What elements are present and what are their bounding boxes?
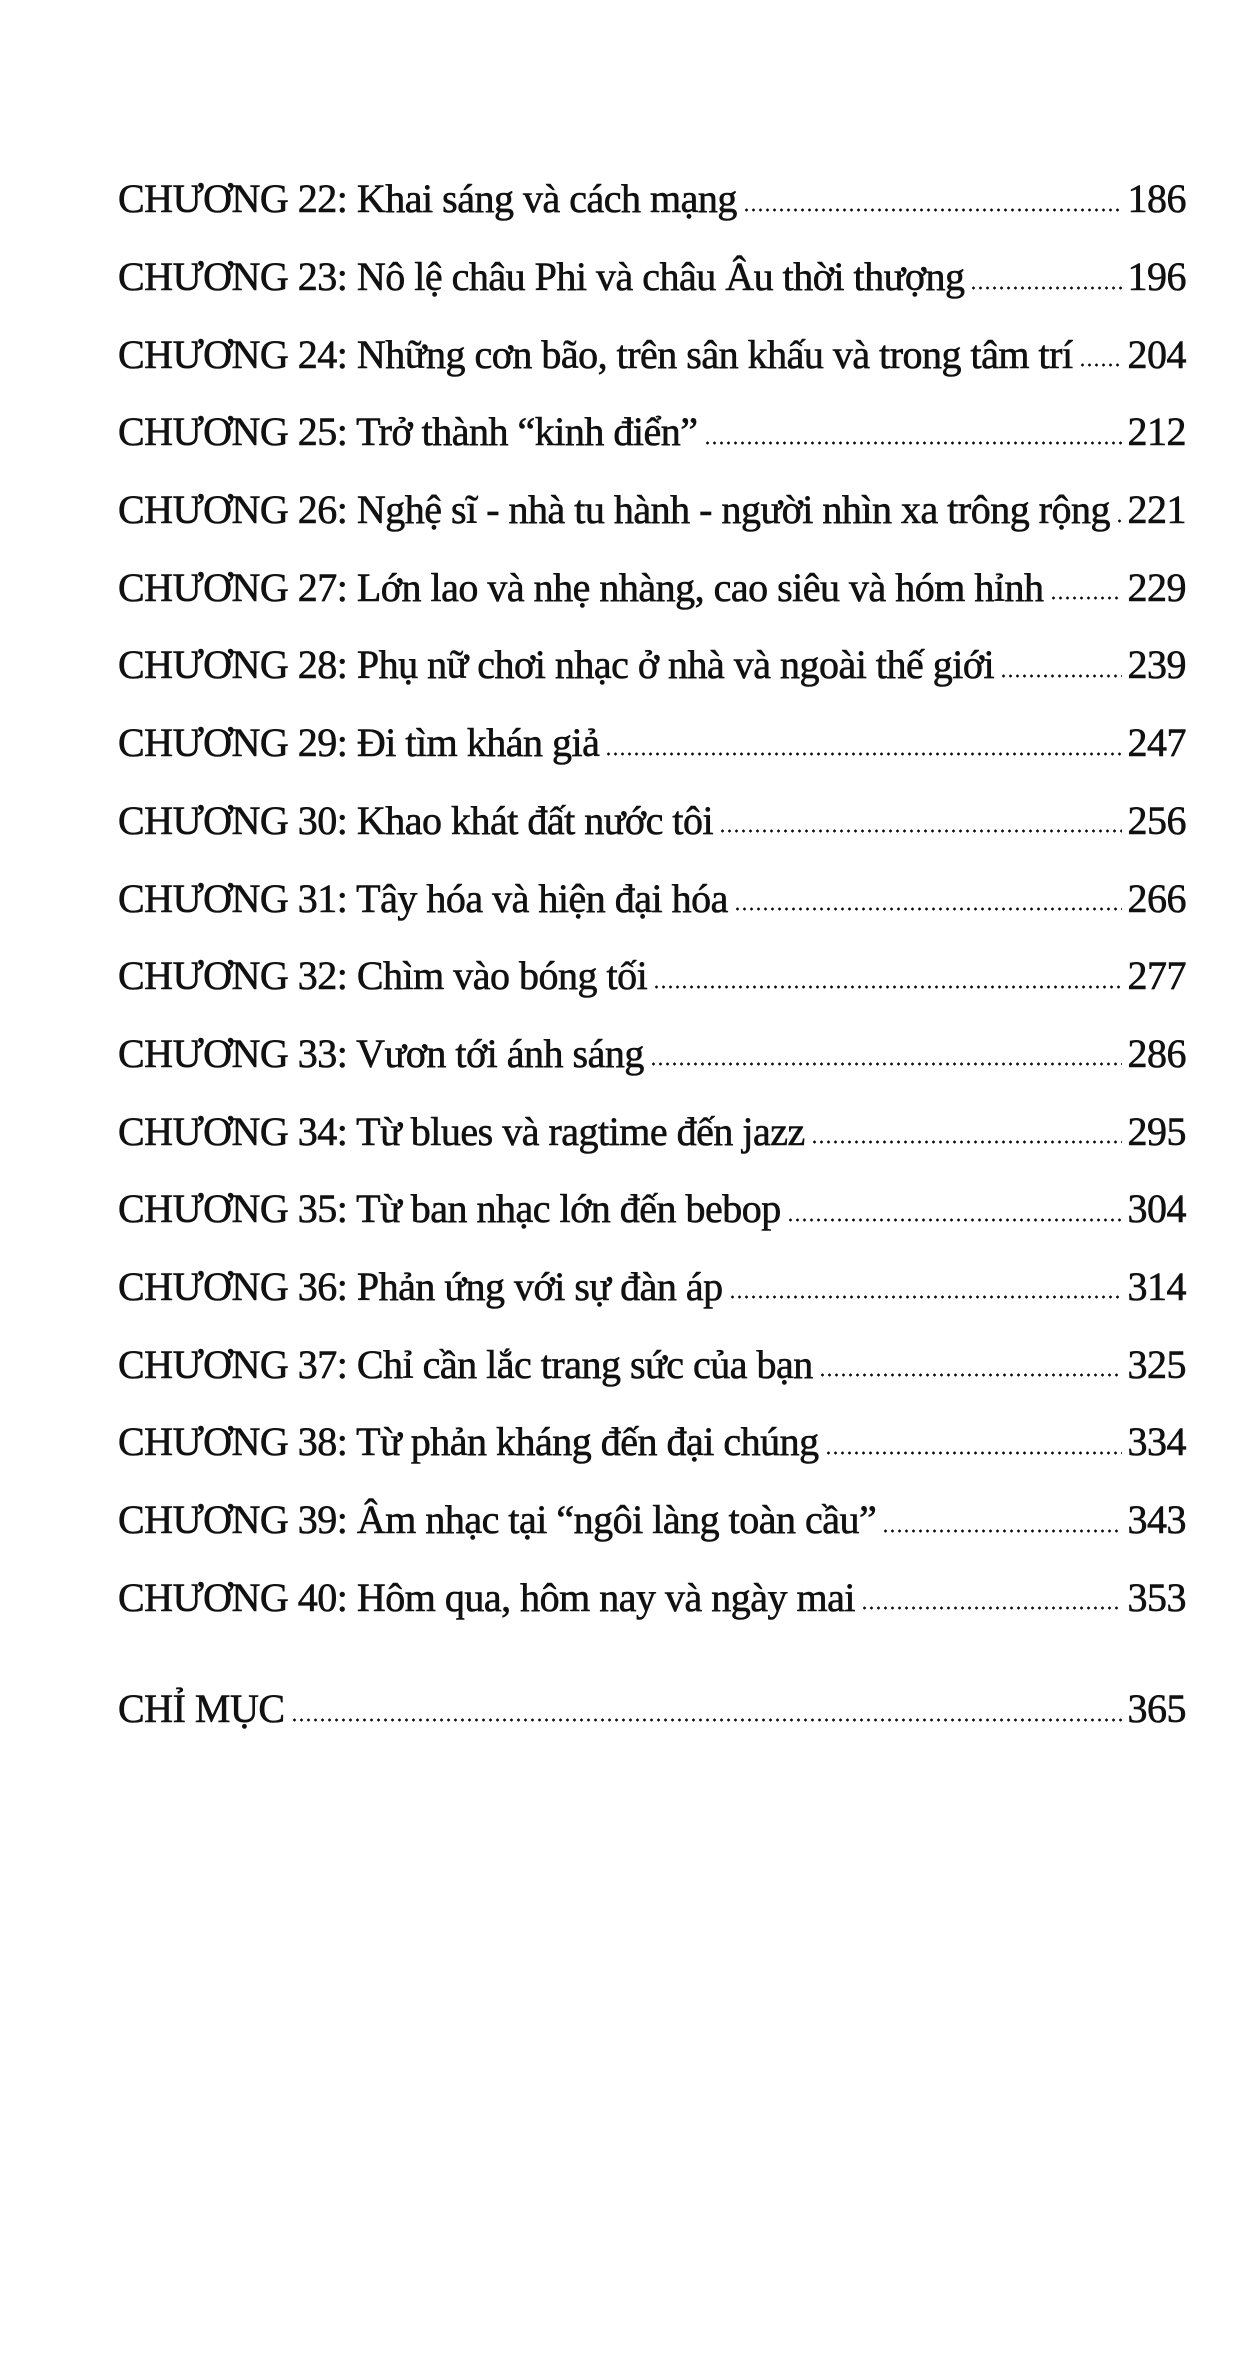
- dot-leader: [825, 1451, 1122, 1455]
- dot-leader: [811, 1140, 1122, 1144]
- toc-entry[interactable]: [118, 393, 1186, 471]
- dot-leader: [605, 752, 1121, 756]
- chapter-label: CHƯƠNG 23:: [118, 254, 348, 300]
- chapter-name: Vươn tới ánh sáng: [356, 1030, 644, 1076]
- dot-leader: [1079, 363, 1122, 367]
- chapter-title: [118, 253, 964, 300]
- dot-leader: [819, 1373, 1122, 1377]
- chapter-name: Tây hóa và hiện đại hóa: [356, 875, 728, 921]
- chapter-name: Trở thành “kinh điển”: [356, 409, 698, 455]
- page-number: 286: [1127, 1030, 1186, 1076]
- page-number: 186: [1127, 176, 1186, 222]
- toc-entry[interactable]: [118, 238, 1186, 316]
- toc-entry[interactable]: [118, 1325, 1186, 1403]
- chapter-label: CHƯƠNG 31:: [118, 875, 348, 921]
- chapter-label: CHƯƠNG 33:: [118, 1030, 348, 1076]
- chapter-name: Chỉ cần lắc trang sức của bạn: [356, 1341, 813, 1387]
- chapter-title: [118, 408, 698, 455]
- chapter-name: Phản ứng với sự đàn áp: [356, 1263, 723, 1309]
- chapter-name: Phụ nữ chơi nhạc ở nhà và ngoài thế giới: [356, 642, 995, 688]
- page-number: 295: [1127, 1108, 1186, 1154]
- chapter-name: Lớn lao và nhẹ nhàng, cao siêu và hóm hỉnh: [356, 564, 1044, 610]
- page-number: 266: [1127, 875, 1186, 921]
- chapter-label: CHƯƠNG 28:: [118, 642, 348, 688]
- toc-entry[interactable]: [118, 315, 1186, 393]
- dot-leader: [719, 829, 1121, 833]
- toc-entry[interactable]: [118, 1403, 1186, 1481]
- toc-entry[interactable]: [118, 471, 1186, 549]
- chapter-label: CHƯƠNG 34:: [118, 1108, 348, 1154]
- toc-entry[interactable]: [118, 937, 1186, 1015]
- toc-entry[interactable]: [118, 859, 1186, 937]
- toc-entry[interactable]: [118, 1248, 1186, 1326]
- chapter-title: [118, 719, 599, 766]
- dot-leader: [1116, 519, 1121, 523]
- chapter-title: [118, 1341, 813, 1388]
- chapter-label: CHƯƠNG 22:: [118, 176, 348, 222]
- toc-entry[interactable]: [118, 1481, 1186, 1559]
- chapter-title: [118, 1030, 644, 1077]
- chapter-title: [118, 1263, 723, 1310]
- toc-entry[interactable]: [118, 160, 1186, 238]
- chapter-label: CHƯƠNG 27:: [118, 564, 348, 610]
- dot-leader: [1000, 674, 1121, 678]
- chapter-label: CHƯƠNG 35:: [118, 1186, 348, 1232]
- table-of-contents: [118, 160, 1186, 1748]
- toc-entry[interactable]: [118, 782, 1186, 860]
- page-number: 221: [1127, 487, 1186, 533]
- dot-leader: [861, 1606, 1122, 1610]
- page-number: 334: [1127, 1419, 1186, 1465]
- index-label: CHỈ MỤC: [118, 1686, 285, 1732]
- chapter-name: Từ ban nhạc lớn đến bebop: [356, 1186, 781, 1232]
- chapter-name: Nghệ sĩ - nhà tu hành - người nhìn xa trông rộng: [356, 487, 1111, 533]
- chapter-name: Từ blues và ragtime đến jazz: [356, 1108, 805, 1154]
- chapter-title: [118, 564, 1044, 611]
- dot-leader: [650, 1062, 1122, 1066]
- page-number: 212: [1127, 409, 1186, 455]
- chapter-label: CHƯƠNG 36:: [118, 1263, 348, 1309]
- dot-leader: [1050, 596, 1122, 600]
- dot-leader: [970, 286, 1121, 290]
- page-number: 325: [1127, 1341, 1186, 1387]
- dot-leader: [704, 441, 1122, 445]
- dot-leader: [743, 208, 1122, 212]
- dot-leader: [734, 907, 1122, 911]
- chapter-title: [118, 175, 737, 222]
- page-number: 314: [1127, 1263, 1186, 1309]
- page-number: 353: [1127, 1574, 1186, 1620]
- page-number: 256: [1127, 797, 1186, 843]
- chapter-title: [118, 331, 1073, 378]
- page-number: 229: [1127, 564, 1186, 610]
- dot-leader: [291, 1718, 1122, 1722]
- page-number: 277: [1127, 953, 1186, 999]
- chapter-title: [118, 1574, 855, 1621]
- chapter-title: [118, 486, 1110, 533]
- toc-entry[interactable]: [118, 1092, 1186, 1170]
- toc-entry[interactable]: [118, 626, 1186, 704]
- chapter-name: Hôm qua, hôm nay và ngày mai: [356, 1574, 855, 1620]
- chapter-label: CHƯƠNG 30:: [118, 797, 348, 843]
- chapter-label: CHƯƠNG 40:: [118, 1574, 348, 1620]
- dot-leader: [882, 1529, 1121, 1533]
- chapter-name: Những cơn bão, trên sân khấu và trong tâm trí: [356, 331, 1073, 377]
- page-number: 343: [1127, 1497, 1186, 1543]
- page-number: 365: [1127, 1686, 1186, 1732]
- toc-entry-index[interactable]: [118, 1670, 1186, 1748]
- chapter-title: [118, 875, 728, 922]
- chapter-title: [118, 952, 647, 999]
- chapter-label: CHƯƠNG 26:: [118, 487, 348, 533]
- chapter-title: [118, 1108, 805, 1155]
- chapter-name: Khai sáng và cách mạng: [356, 176, 737, 222]
- chapter-name: Âm nhạc tại “ngôi làng toàn cầu”: [356, 1497, 877, 1543]
- page-number: 247: [1127, 720, 1186, 766]
- chapter-title: [118, 641, 994, 688]
- toc-entry[interactable]: [118, 548, 1186, 626]
- dot-leader: [729, 1295, 1122, 1299]
- dot-leader: [787, 1218, 1122, 1222]
- chapter-title: [118, 1418, 819, 1465]
- chapter-name: Từ phản kháng đến đại chúng: [356, 1419, 819, 1465]
- chapter-label: CHƯƠNG 38:: [118, 1419, 348, 1465]
- chapter-name: Nô lệ châu Phi và châu Âu thời thượng: [356, 254, 965, 300]
- dot-leader: [653, 985, 1121, 989]
- chapter-label: CHƯƠNG 32:: [118, 953, 348, 999]
- toc-entry[interactable]: [118, 1558, 1186, 1636]
- chapter-title: [118, 1185, 781, 1232]
- toc-entry[interactable]: [118, 1170, 1186, 1248]
- chapter-name: Chìm vào bóng tối: [356, 953, 648, 999]
- chapter-name: Đi tìm khán giả: [356, 720, 600, 766]
- chapter-title: [118, 797, 713, 844]
- chapter-label: CHƯƠNG 37:: [118, 1341, 348, 1387]
- page-number: 239: [1127, 642, 1186, 688]
- chapter-label: CHƯƠNG 25:: [118, 409, 348, 455]
- chapter-label: CHƯƠNG 39:: [118, 1497, 348, 1543]
- chapter-label: CHƯƠNG 29:: [118, 720, 348, 766]
- chapter-label: CHƯƠNG 24:: [118, 331, 348, 377]
- page-number: 196: [1127, 254, 1186, 300]
- page-number: 304: [1127, 1186, 1186, 1232]
- page-number: 204: [1127, 331, 1186, 377]
- chapter-name: Khao khát đất nước tôi: [356, 797, 714, 843]
- chapter-title: [118, 1496, 876, 1543]
- toc-entry[interactable]: [118, 1015, 1186, 1093]
- toc-entry[interactable]: [118, 704, 1186, 782]
